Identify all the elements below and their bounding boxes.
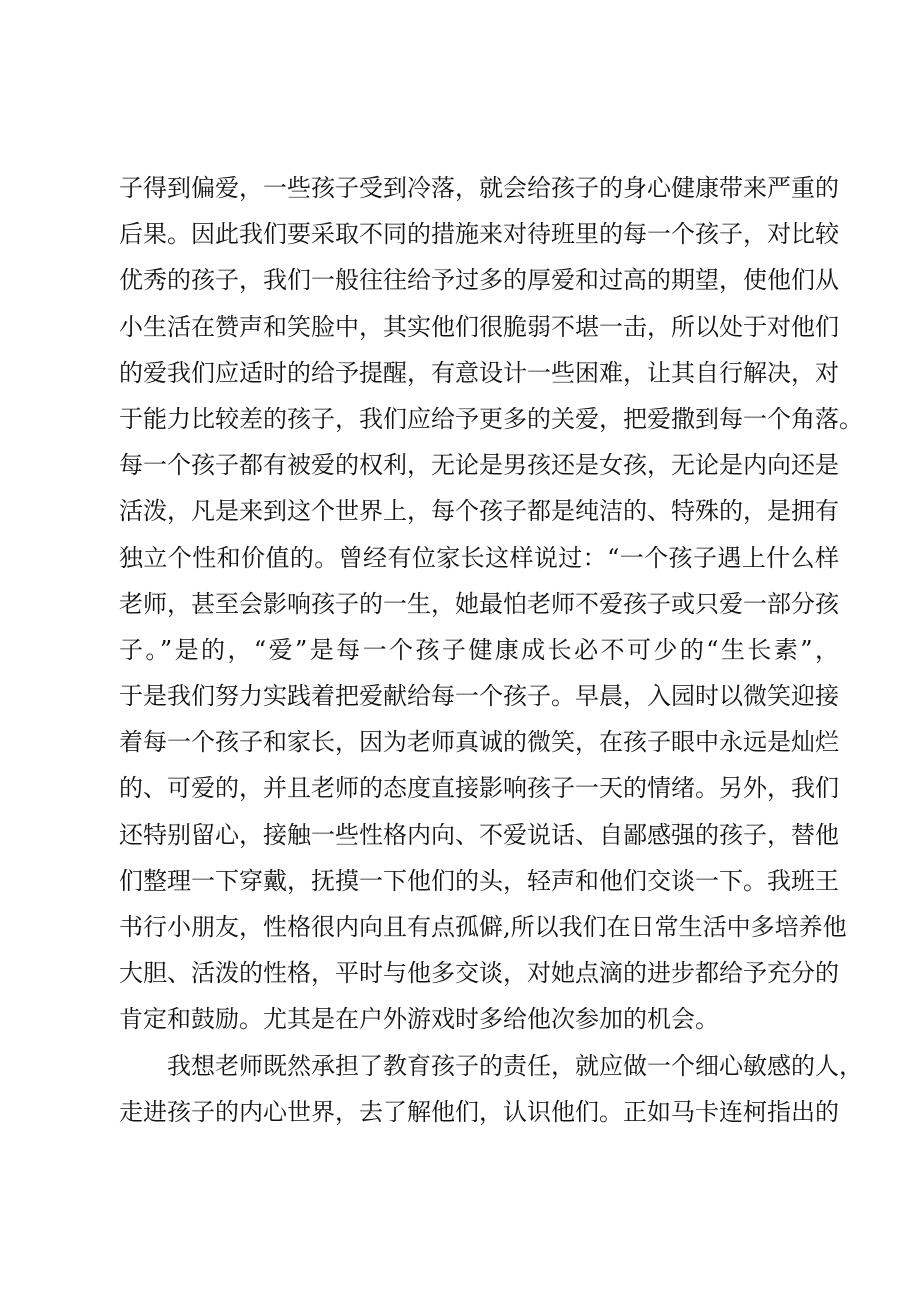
text-line: 子得到偏爱，一些孩子受到冷落，就会给孩子的身心健康带来严重的	[119, 174, 839, 202]
text-line: 们整理一下穿戴，抚摸一下他们的头，轻声和他们交谈一下。我班王	[119, 866, 839, 895]
paragraph-first-line: 我想老师既然承担了教育孩子的责任，就应做一个细心敏感的人，	[167, 1051, 863, 1080]
text-line: 老师，甚至会影响孩子的一生，她最怕老师不爱孩子或只爱一部分孩	[119, 589, 839, 618]
text-line: 后果。因此我们要采取不同的措施来对待班里的每一个孩子，对比较	[119, 220, 839, 249]
text-line: 的爱我们应适时的给予提醒，有意设计一些困难，让其自行解决，对	[119, 358, 839, 387]
text-line: 活泼，凡是来到这个世界上，每个孩子都是纯洁的、特殊的，是拥有	[119, 497, 839, 526]
text-line: 的、可爱的，并且老师的态度直接影响孩子一天的情绪。另外，我们	[119, 774, 839, 803]
text-line: 还特别留心，接触一些性格内向、不爱说话、自鄙感强的孩子，替他	[119, 820, 839, 849]
text-line: 于能力比较差的孩子，我们应给予更多的关爱，把爱撒到每一个角落。	[119, 404, 863, 433]
text-line: 子。”是的，“爱”是每一个孩子健康成长必不可少的“生长素”，	[119, 635, 839, 664]
text-line: 每一个孩子都有被爱的权利，无论是男孩还是女孩，无论是内向还是	[119, 451, 839, 480]
text-line: 于是我们努力实践着把爱献给每一个孩子。早晨，入园时以微笑迎接	[119, 682, 839, 711]
text-line: 书行小朋友，性格很内向且有点孤僻,所以我们在日常生活中多培养他	[119, 913, 847, 941]
text-line: 优秀的孩子，我们一般往往给予过多的厚爱和过高的期望，使他们从	[119, 266, 839, 295]
text-line: 小生活在赞声和笑脸中，其实他们很脆弱不堪一击，所以处于对他们	[119, 312, 839, 341]
paragraph-end-line: 肯定和鼓励。尤其是在户外游戏时多给他次参加的机会。	[119, 1005, 719, 1034]
body-text	[119, 165, 863, 1135]
text-line: 走进孩子的内心世界，去了解他们，认识他们。正如马卡连柯指出的	[119, 1097, 839, 1126]
text-line: 独立个性和价值的。曾经有位家长这样说过：“一个孩子遇上什么样	[119, 543, 839, 572]
text-line: 着每一个孩子和家长，因为老师真诚的微笑，在孩子眼中永远是灿烂	[119, 728, 839, 757]
text-line: 大胆、活泼的性格，平时与他多交谈，对她点滴的进步都给予充分的	[119, 959, 839, 988]
